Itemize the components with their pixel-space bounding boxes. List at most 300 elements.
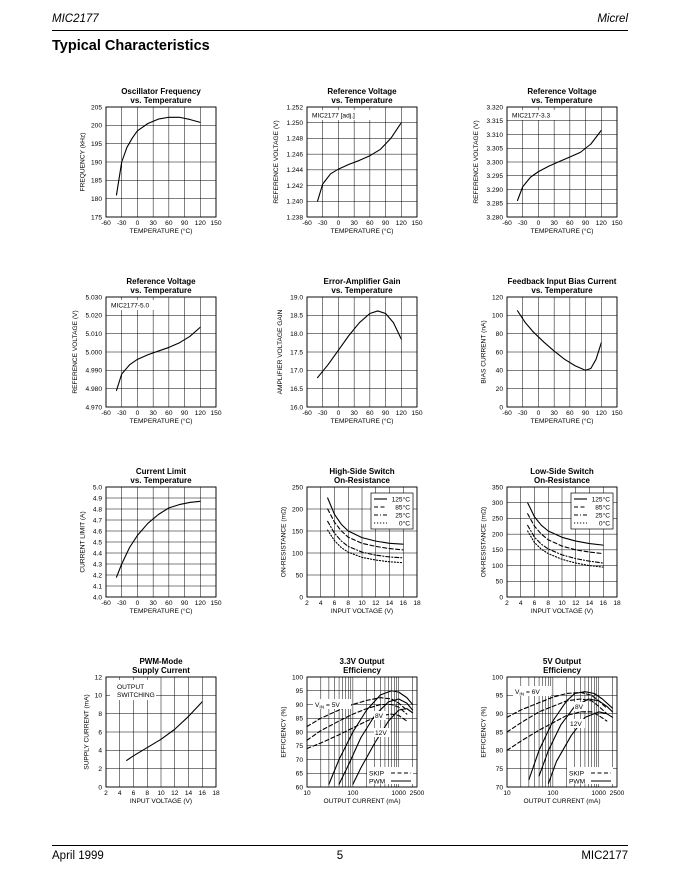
y-tick-label: 16.0 bbox=[290, 404, 303, 412]
y-tick-label: 3.280 bbox=[486, 214, 503, 222]
x-axis-label: INPUT VOLTAGE (V) bbox=[330, 608, 394, 615]
x-tick-label: 14 bbox=[385, 600, 394, 607]
chart-title: Feedback Input Bias Current bbox=[507, 277, 617, 286]
x-tick-label: 30 bbox=[149, 600, 157, 607]
chart-title: Error-Amplifier Gain bbox=[323, 277, 401, 286]
legend-label: 25°C bbox=[595, 512, 610, 520]
x-tick-label: 2500 bbox=[609, 790, 625, 797]
x-tick-label: 120 bbox=[595, 410, 607, 417]
y-axis-label: FREQUENCY (kHz) bbox=[79, 132, 87, 192]
y-tick-label: 95 bbox=[295, 688, 303, 696]
y-tick-label: 1.252 bbox=[286, 104, 303, 112]
y-tick-label: 180 bbox=[90, 195, 102, 203]
header-company: Micrel bbox=[597, 13, 628, 25]
y-tick-label: 120 bbox=[491, 294, 503, 302]
chart-title: vs. Temperature bbox=[331, 96, 393, 105]
chart-2 bbox=[273, 87, 423, 235]
x-tick-label: 150 bbox=[611, 220, 623, 227]
y-tick-label: 300 bbox=[491, 500, 503, 508]
chart-12 bbox=[480, 657, 625, 805]
x-tick-label: -30 bbox=[317, 410, 328, 417]
x-tick-label: 18 bbox=[613, 600, 621, 607]
chart-title: Low-Side Switch bbox=[530, 467, 594, 476]
x-tick-label: -30 bbox=[116, 220, 127, 227]
y-tick-label: 3.320 bbox=[486, 104, 503, 112]
y-axis-label: CURRENT LIMIT (A) bbox=[79, 511, 87, 573]
y-tick-label: 0 bbox=[499, 404, 503, 412]
y-tick-label: 4 bbox=[98, 747, 102, 755]
legend-label: 85°C bbox=[595, 504, 610, 512]
inset-label-text: MIC2177-3.3 bbox=[512, 112, 551, 120]
x-tick-label: 16 bbox=[599, 600, 607, 607]
x-tick-label: 30 bbox=[350, 220, 358, 227]
x-tick-label: 90 bbox=[180, 220, 189, 227]
chart-title: Current Limit bbox=[135, 467, 187, 476]
y-tick-label: 200 bbox=[491, 531, 503, 539]
x-tick-label: 6 bbox=[532, 600, 537, 607]
y-tick-label: 50 bbox=[295, 572, 303, 580]
x-tick-label: 150 bbox=[210, 410, 222, 417]
y-tick-label: 4.9 bbox=[92, 495, 102, 503]
x-axis-label: INPUT VOLTAGE (V) bbox=[129, 798, 193, 805]
chart-title: vs. Temperature bbox=[130, 476, 192, 485]
vin-sub: IN bbox=[319, 705, 325, 711]
y-tick-label: 100 bbox=[491, 674, 503, 682]
chart-title: On-Resistance bbox=[333, 476, 391, 485]
y-tick-label: 0 bbox=[499, 594, 503, 602]
x-tick-label: 60 bbox=[366, 410, 374, 417]
x-tick-label: 60 bbox=[566, 220, 574, 227]
x-tick-label: 4 bbox=[518, 600, 523, 607]
inset-label bbox=[110, 680, 156, 700]
y-tick-label: 150 bbox=[291, 528, 303, 536]
y-tick-label: 3.285 bbox=[486, 200, 503, 208]
inset-label-text: MIC2177 [adj.] bbox=[312, 112, 355, 120]
chart-title: vs. Temperature bbox=[130, 96, 192, 105]
chart-5 bbox=[276, 277, 423, 425]
y-tick-label: 12 bbox=[94, 674, 102, 682]
chart-9 bbox=[480, 467, 621, 615]
y-tick-label: 1.242 bbox=[286, 182, 303, 190]
chart-title: vs. Temperature bbox=[130, 286, 192, 295]
x-tick-label: 0 bbox=[336, 220, 341, 227]
legend bbox=[367, 767, 413, 785]
x-tick-label: 90 bbox=[180, 600, 189, 607]
vin-label bbox=[315, 702, 340, 711]
y-tick-label: 200 bbox=[90, 122, 102, 130]
y-tick-label: 1.238 bbox=[286, 214, 303, 222]
y-tick-label: 20 bbox=[495, 385, 503, 393]
y-axis-label: SUPPLY CURRENT (mA) bbox=[83, 694, 91, 770]
x-tick-label: -60 bbox=[101, 410, 111, 417]
x-tick-label: 150 bbox=[210, 600, 222, 607]
vin-annotation bbox=[313, 699, 351, 711]
legend-label: PWM bbox=[569, 778, 586, 786]
x-tick-label: 30 bbox=[149, 220, 157, 227]
x-tick-label: 120 bbox=[395, 410, 407, 417]
y-axis-label: EFFICIENCY (%) bbox=[480, 706, 488, 758]
x-tick-label: 6 bbox=[131, 790, 136, 797]
y-tick-label: 1.244 bbox=[286, 167, 303, 175]
header-part-number: MIC2177 bbox=[52, 13, 99, 25]
x-tick-label: 150 bbox=[210, 220, 222, 227]
y-tick-label: 3.310 bbox=[486, 131, 503, 139]
y-tick-label: 60 bbox=[495, 349, 503, 357]
x-tick-label: 90 bbox=[381, 220, 390, 227]
legend-label: 0°C bbox=[598, 520, 610, 528]
x-tick-label: 60 bbox=[165, 220, 173, 227]
legend-label: PWM bbox=[369, 778, 386, 786]
x-tick-label: 14 bbox=[184, 790, 193, 797]
y-tick-label: 250 bbox=[491, 515, 503, 523]
inset-label-text: MIC2177-5.0 bbox=[111, 302, 150, 310]
series-line-1 bbox=[517, 311, 601, 371]
x-tick-label: 16 bbox=[399, 600, 407, 607]
label-8v: 8V bbox=[575, 704, 584, 711]
chart-8 bbox=[280, 467, 421, 615]
x-tick-label: 100 bbox=[547, 790, 559, 797]
y-tick-label: 4.6 bbox=[92, 528, 102, 536]
x-tick-label: 150 bbox=[411, 220, 423, 227]
x-tick-label: 150 bbox=[411, 410, 423, 417]
chart-title: On-Resistance bbox=[533, 476, 591, 485]
y-tick-label: 4.4 bbox=[92, 550, 102, 558]
x-axis-label: TEMPERATURE (°C) bbox=[330, 228, 394, 235]
x-tick-label: 2 bbox=[104, 790, 108, 797]
x-tick-label: 150 bbox=[611, 410, 623, 417]
y-tick-label: 3.295 bbox=[486, 173, 503, 181]
chart-title: High-Side Switch bbox=[329, 467, 395, 476]
x-tick-label: 100 bbox=[347, 790, 359, 797]
legend-label: 0°C bbox=[398, 520, 410, 528]
y-tick-label: 4.980 bbox=[85, 385, 102, 393]
y-tick-label: 80 bbox=[495, 747, 503, 755]
inset-label bbox=[310, 110, 372, 120]
x-tick-label: -30 bbox=[517, 410, 528, 417]
x-tick-label: -60 bbox=[302, 410, 312, 417]
vin-v: V bbox=[515, 689, 520, 696]
chart-title: 3.3V Output bbox=[339, 657, 385, 666]
label-8v: 8V bbox=[375, 713, 384, 720]
y-tick-label: 18.0 bbox=[290, 330, 303, 338]
y-tick-label: 200 bbox=[291, 506, 303, 514]
x-axis-label: TEMPERATURE (°C) bbox=[129, 608, 193, 615]
y-tick-label: 150 bbox=[491, 547, 503, 555]
y-tick-label: 65 bbox=[295, 770, 303, 778]
inset-label-line: OUTPUT bbox=[117, 684, 145, 691]
legend-label: SKIP bbox=[569, 770, 585, 778]
x-tick-label: 30 bbox=[149, 410, 157, 417]
y-tick-label: 4.0 bbox=[92, 594, 102, 602]
x-tick-label: 14 bbox=[585, 600, 594, 607]
x-tick-label: -60 bbox=[302, 220, 312, 227]
y-axis-label: REFERENCE VOLTAGE (V) bbox=[473, 120, 480, 204]
series-line-1 bbox=[116, 501, 200, 577]
x-tick-label: 1000 bbox=[591, 790, 607, 797]
section-title: Typical Characteristics bbox=[52, 38, 210, 54]
vin-sub: IN bbox=[519, 692, 525, 698]
y-tick-label: 70 bbox=[495, 784, 503, 792]
x-tick-label: -60 bbox=[502, 220, 512, 227]
series-line-1 bbox=[116, 327, 200, 390]
x-tick-label: 12 bbox=[171, 790, 179, 797]
y-tick-label: 1.246 bbox=[286, 151, 303, 159]
x-tick-label: 60 bbox=[165, 600, 173, 607]
y-axis-label: BIAS CURRENT (nA) bbox=[480, 320, 488, 384]
vin-value: = 6V bbox=[524, 689, 540, 696]
vin-annotation bbox=[513, 686, 551, 698]
y-tick-label: 80 bbox=[495, 330, 503, 338]
x-axis-label: TEMPERATURE (°C) bbox=[330, 418, 394, 425]
x-tick-label: 120 bbox=[595, 220, 607, 227]
x-tick-label: 0 bbox=[135, 410, 140, 417]
y-tick-label: 350 bbox=[491, 484, 503, 492]
y-axis-label: REFERENCE VOLTAGE (V) bbox=[273, 120, 280, 204]
footer-date: April 1999 bbox=[52, 850, 104, 862]
inset-label bbox=[109, 300, 159, 310]
x-tick-label: 8 bbox=[145, 790, 150, 797]
y-tick-label: 4.7 bbox=[92, 517, 102, 525]
y-tick-label: 250 bbox=[291, 484, 303, 492]
x-tick-label: 30 bbox=[550, 410, 558, 417]
y-tick-label: 17.5 bbox=[290, 349, 303, 357]
x-tick-label: 1000 bbox=[391, 790, 407, 797]
legend bbox=[571, 493, 613, 529]
x-tick-label: 30 bbox=[350, 410, 358, 417]
series-line-4 bbox=[328, 530, 404, 563]
legend-label: 25°C bbox=[395, 512, 410, 520]
x-axis-label: TEMPERATURE (°C) bbox=[530, 228, 594, 235]
y-tick-label: 8 bbox=[98, 710, 102, 718]
y-tick-label: 100 bbox=[291, 674, 303, 682]
y-tick-label: 3.300 bbox=[486, 159, 503, 167]
label-12v: 12V bbox=[570, 721, 582, 728]
x-tick-label: -60 bbox=[502, 410, 512, 417]
x-axis-label: OUTPUT CURRENT (mA) bbox=[323, 798, 401, 805]
vin-v: V bbox=[315, 702, 320, 709]
y-tick-label: 4.2 bbox=[92, 572, 102, 580]
x-tick-label: 18 bbox=[212, 790, 220, 797]
y-tick-label: 80 bbox=[295, 729, 303, 737]
y-tick-label: 4.1 bbox=[92, 583, 102, 591]
series-line-1 bbox=[116, 117, 200, 195]
x-tick-label: -30 bbox=[116, 600, 127, 607]
chart-title: 5V Output bbox=[542, 657, 582, 666]
x-tick-label: 10 bbox=[558, 600, 566, 607]
y-tick-label: 85 bbox=[295, 715, 303, 723]
series-line-1 bbox=[517, 130, 601, 200]
chart-11 bbox=[280, 657, 425, 805]
y-tick-label: 4.8 bbox=[92, 506, 102, 514]
x-tick-label: 120 bbox=[194, 410, 206, 417]
y-tick-label: 3.305 bbox=[486, 145, 503, 153]
vin-label bbox=[515, 689, 540, 698]
x-tick-label: 90 bbox=[581, 220, 590, 227]
y-tick-label: 100 bbox=[491, 312, 503, 320]
x-tick-label: 4 bbox=[318, 600, 323, 607]
legend-label: 125°C bbox=[591, 496, 610, 504]
series-line-1 bbox=[317, 123, 401, 202]
x-tick-label: 30 bbox=[550, 220, 558, 227]
y-tick-label: 6 bbox=[98, 729, 102, 737]
x-axis-label: TEMPERATURE (°C) bbox=[530, 418, 594, 425]
chart-title: vs. Temperature bbox=[331, 286, 393, 295]
y-axis-label: EFFICIENCY (%) bbox=[280, 706, 288, 758]
y-tick-label: 40 bbox=[495, 367, 503, 375]
y-tick-label: 16.5 bbox=[290, 385, 303, 393]
y-tick-label: 3.315 bbox=[486, 118, 503, 126]
x-tick-label: 10 bbox=[303, 790, 311, 797]
vin-value: = 5V bbox=[324, 702, 340, 709]
chart-title: Efficiency bbox=[543, 666, 581, 675]
series-line-1 bbox=[317, 311, 401, 378]
x-tick-label: 120 bbox=[395, 220, 407, 227]
legend bbox=[371, 493, 413, 529]
y-tick-label: 1.240 bbox=[286, 198, 303, 206]
y-tick-label: 17.0 bbox=[290, 367, 303, 375]
y-tick-label: 2 bbox=[98, 765, 102, 773]
x-tick-label: 18 bbox=[413, 600, 421, 607]
x-tick-label: 12 bbox=[572, 600, 580, 607]
footer-part-number: MIC2177 bbox=[581, 850, 628, 862]
y-tick-label: 85 bbox=[495, 729, 503, 737]
x-tick-label: 0 bbox=[536, 220, 541, 227]
y-tick-label: 185 bbox=[90, 177, 102, 185]
y-tick-label: 4.970 bbox=[85, 404, 102, 412]
x-tick-label: -30 bbox=[116, 410, 127, 417]
y-tick-label: 175 bbox=[90, 214, 102, 222]
x-tick-label: 2 bbox=[305, 600, 309, 607]
chart-title: Efficiency bbox=[343, 666, 381, 675]
x-tick-label: 16 bbox=[198, 790, 206, 797]
x-tick-label: -30 bbox=[317, 220, 328, 227]
y-tick-label: 75 bbox=[495, 765, 503, 773]
x-tick-label: -60 bbox=[101, 600, 111, 607]
y-tick-label: 18.5 bbox=[290, 312, 303, 320]
y-tick-label: 5.010 bbox=[85, 330, 102, 338]
x-tick-label: 120 bbox=[194, 220, 206, 227]
y-axis-label: AMPLIFIER VOLTAGE GAIN bbox=[276, 309, 284, 395]
y-axis-label: ON-RESISTANCE (mΩ) bbox=[280, 506, 288, 578]
chart-title: Reference Voltage bbox=[327, 87, 397, 96]
footer-page-number: 5 bbox=[336, 850, 344, 862]
x-tick-label: 8 bbox=[546, 600, 551, 607]
y-tick-label: 4.3 bbox=[92, 561, 102, 569]
x-tick-label: 120 bbox=[194, 600, 206, 607]
y-tick-label: 195 bbox=[90, 140, 102, 148]
chart-10 bbox=[83, 657, 220, 805]
chart-title: Reference Voltage bbox=[527, 87, 597, 96]
x-tick-label: 0 bbox=[135, 600, 140, 607]
y-tick-label: 90 bbox=[295, 701, 303, 709]
x-tick-label: 10 bbox=[503, 790, 511, 797]
y-tick-label: 100 bbox=[491, 562, 503, 570]
x-tick-label: 12 bbox=[372, 600, 380, 607]
y-tick-label: 70 bbox=[295, 756, 303, 764]
y-tick-label: 4.5 bbox=[92, 539, 102, 547]
chart-title: vs. Temperature bbox=[531, 286, 593, 295]
x-tick-label: -60 bbox=[101, 220, 111, 227]
x-tick-label: 90 bbox=[581, 410, 590, 417]
legend bbox=[567, 767, 613, 785]
x-axis-label: INPUT VOLTAGE (V) bbox=[530, 608, 594, 615]
x-axis-label: TEMPERATURE (°C) bbox=[129, 418, 193, 425]
x-tick-label: 0 bbox=[135, 220, 140, 227]
y-tick-label: 5.0 bbox=[92, 484, 102, 492]
y-tick-label: 0 bbox=[299, 594, 303, 602]
x-tick-label: 2 bbox=[505, 600, 509, 607]
legend-label: 125°C bbox=[391, 496, 410, 504]
series-line-1 bbox=[127, 702, 203, 761]
y-tick-label: 5.030 bbox=[85, 294, 102, 302]
x-tick-label: 4 bbox=[117, 790, 122, 797]
y-tick-label: 0 bbox=[98, 784, 102, 792]
chart-3 bbox=[473, 87, 623, 235]
legend-label: SKIP bbox=[369, 770, 385, 778]
y-tick-label: 5.020 bbox=[85, 312, 102, 320]
y-tick-label: 90 bbox=[495, 710, 503, 718]
x-tick-label: 60 bbox=[566, 410, 574, 417]
y-tick-label: 5.000 bbox=[85, 349, 102, 357]
y-tick-label: 60 bbox=[295, 784, 303, 792]
x-tick-label: 10 bbox=[157, 790, 165, 797]
chart-title: Supply Current bbox=[132, 666, 190, 675]
chart-1 bbox=[79, 87, 222, 235]
y-tick-label: 4.990 bbox=[85, 367, 102, 375]
chart-4 bbox=[72, 277, 222, 425]
legend-label: 85°C bbox=[395, 504, 410, 512]
x-tick-label: 60 bbox=[366, 220, 374, 227]
inset-label-line: SWITCHING bbox=[117, 692, 155, 699]
y-tick-label: 190 bbox=[90, 159, 102, 167]
y-tick-label: 75 bbox=[295, 743, 303, 751]
y-tick-label: 19.0 bbox=[290, 294, 303, 302]
y-tick-label: 1.248 bbox=[286, 135, 303, 143]
y-tick-label: 100 bbox=[291, 550, 303, 558]
header-rule bbox=[52, 30, 628, 31]
chart-title: Reference Voltage bbox=[126, 277, 196, 286]
footer-rule bbox=[52, 845, 628, 846]
x-tick-label: 90 bbox=[180, 410, 189, 417]
x-tick-label: 90 bbox=[381, 410, 390, 417]
y-tick-label: 95 bbox=[495, 692, 503, 700]
y-tick-label: 3.290 bbox=[486, 186, 503, 194]
y-tick-label: 10 bbox=[94, 692, 102, 700]
inset-label bbox=[510, 110, 560, 120]
x-tick-label: 6 bbox=[332, 600, 337, 607]
y-axis-label: REFERENCE VOLTAGE (V) bbox=[72, 310, 79, 394]
y-tick-label: 50 bbox=[495, 578, 503, 586]
x-tick-label: 60 bbox=[165, 410, 173, 417]
x-tick-label: 2500 bbox=[409, 790, 425, 797]
x-axis-label: OUTPUT CURRENT (mA) bbox=[523, 798, 601, 805]
x-tick-label: -30 bbox=[517, 220, 528, 227]
chart-6 bbox=[480, 277, 623, 425]
x-tick-label: 8 bbox=[346, 600, 351, 607]
y-tick-label: 205 bbox=[90, 104, 102, 112]
x-tick-label: 10 bbox=[358, 600, 366, 607]
label-12v: 12V bbox=[375, 730, 387, 737]
chart-title: vs. Temperature bbox=[531, 96, 593, 105]
chart-title: Oscillator Frequency bbox=[121, 87, 201, 96]
x-axis-label: TEMPERATURE (°C) bbox=[129, 228, 193, 235]
x-tick-label: 0 bbox=[336, 410, 341, 417]
x-tick-label: 0 bbox=[536, 410, 541, 417]
chart-title: PWM-Mode bbox=[139, 657, 183, 666]
y-tick-label: 1.250 bbox=[286, 120, 303, 128]
chart-7 bbox=[79, 467, 222, 615]
y-axis-label: ON-RESISTANCE (mΩ) bbox=[480, 506, 488, 578]
